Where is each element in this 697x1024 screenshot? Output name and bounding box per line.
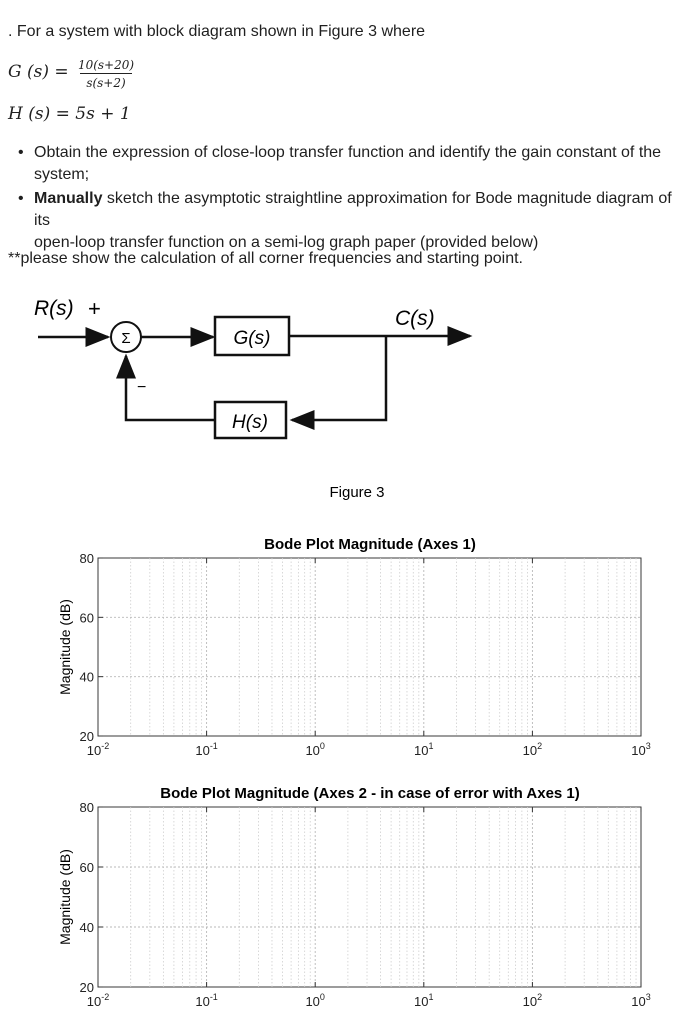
plus-sign: +	[88, 296, 101, 321]
bullet-bold: Manually	[34, 190, 103, 207]
x-tick-label: $10^2$	[522, 741, 543, 758]
x-tick-label: $10^{-1}$	[195, 741, 218, 758]
g-equation-lhs: G (s) =	[8, 62, 69, 82]
bullet-dot: •	[18, 144, 24, 161]
y-tick-label: 60	[79, 610, 94, 626]
y-tick-label: 20	[79, 729, 94, 744]
bullet-text: sketch the asymptotic straightline approximation for Bode magnitude diagram of its	[34, 190, 672, 229]
fraction-bar	[80, 73, 132, 74]
bode-plot-axes-1	[0, 528, 697, 773]
sum-symbol: Σ	[121, 330, 131, 347]
chart-title: Bode Plot Magnitude (Axes 1)	[264, 536, 476, 553]
minus-sign: −	[137, 379, 147, 396]
output-label: C(s)	[395, 307, 435, 330]
g-denominator: s(s+2)	[86, 76, 126, 90]
h-block-label: H(s)	[232, 412, 268, 433]
x-tick-label: $10^{-2}$	[86, 992, 110, 1009]
feedback-path-out	[292, 336, 386, 420]
input-label: R(s)	[34, 297, 74, 320]
bode-plot-axes-2	[0, 778, 697, 1024]
bullet-text: Obtain the expression of close-loop transfer function and identify the gain constant of the	[34, 144, 662, 161]
x-tick-label: $10^{-2}$	[86, 741, 110, 758]
bullet-text-cont: system;	[34, 166, 90, 183]
y-tick-label: 40	[79, 669, 94, 685]
y-tick-label: 80	[79, 800, 94, 815]
x-tick-label: $10^3$	[631, 992, 651, 1009]
bullet-text-cont: open-loop transfer function on a semi-log graph paper (provided below)	[34, 234, 539, 251]
figure-caption: Figure 3	[329, 484, 385, 501]
y-axis-label: Magnitude (dB)	[57, 599, 73, 695]
block-diagram	[0, 285, 697, 515]
y-axis-label: Magnitude (dB)	[57, 849, 73, 945]
x-tick-label: $10^{-1}$	[195, 992, 218, 1009]
x-tick-label: $10^0$	[305, 992, 325, 1009]
x-tick-label: $10^0$	[305, 741, 325, 758]
x-tick-label: $10^1$	[414, 992, 434, 1009]
h-equation: H (s) = 5s + 1	[8, 104, 131, 124]
problem-intro: . For a system with block diagram shown in Figure 3 where	[8, 23, 426, 40]
note-text: **please show the calculation of all corner frequencies and starting point.	[8, 250, 523, 267]
g-block-label: G(s)	[233, 328, 271, 349]
x-tick-label: $10^1$	[414, 741, 434, 758]
x-tick-label: $10^2$	[522, 992, 543, 1009]
chart-title: Bode Plot Magnitude (Axes 2 - in case of error with Axes 1)	[160, 785, 580, 802]
x-tick-label: $10^3$	[631, 741, 651, 758]
y-tick-label: 20	[79, 980, 94, 995]
plot-frame	[98, 807, 641, 987]
y-tick-label: 60	[79, 860, 94, 875]
y-tick-label: 80	[79, 551, 94, 566]
plot-frame	[98, 558, 641, 736]
g-numerator: 10(s+20)	[77, 58, 135, 72]
y-tick-label: 40	[79, 920, 94, 935]
bullet-dot: •	[18, 190, 24, 207]
